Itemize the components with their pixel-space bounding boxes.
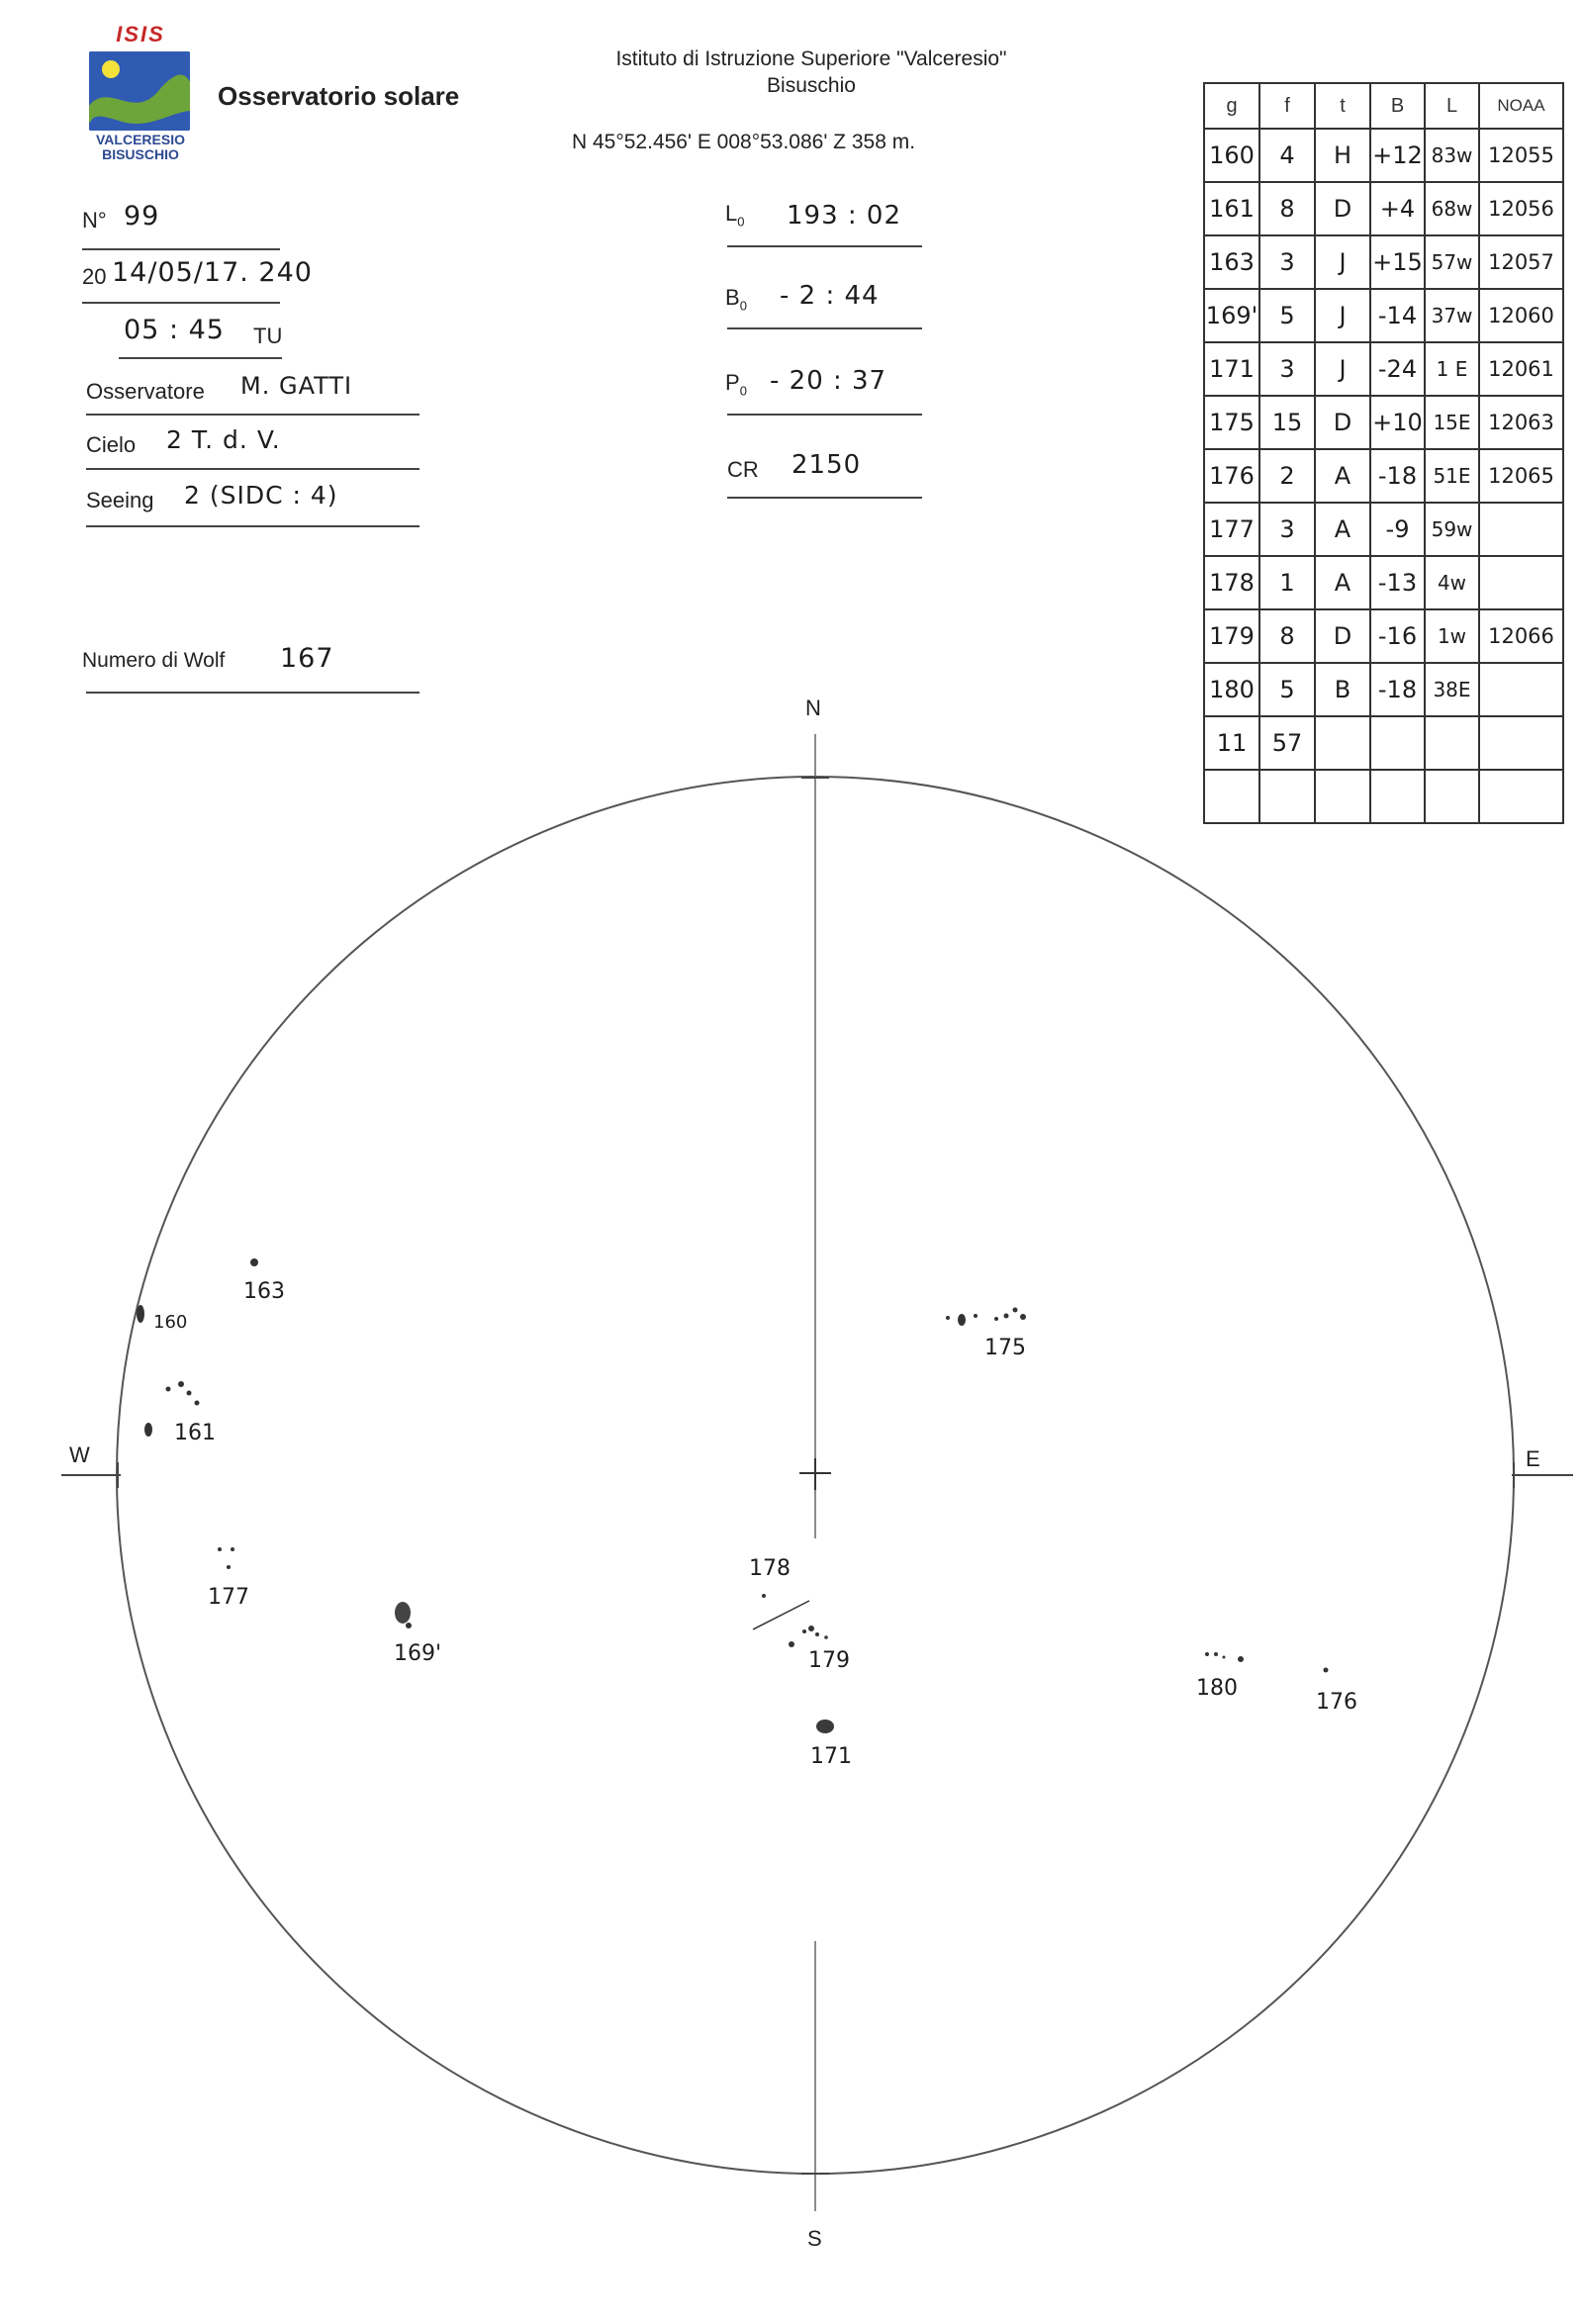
table-cell: 8 xyxy=(1259,182,1315,235)
sunspot xyxy=(231,1547,234,1551)
table-cell: 161 xyxy=(1204,182,1259,235)
l0-subscript: 0 xyxy=(737,214,745,230)
logo-subtitle: BISUSCHIO xyxy=(102,146,179,162)
table-cell: J xyxy=(1315,342,1370,396)
sunspots xyxy=(137,1258,1329,1733)
table-cell: 57w xyxy=(1425,235,1479,289)
sunspot xyxy=(808,1626,814,1631)
table-cell: 68w xyxy=(1425,182,1479,235)
group-label-180: 180 xyxy=(1196,1676,1238,1701)
group-label-175: 175 xyxy=(984,1336,1026,1360)
table-cell: D xyxy=(1315,609,1370,663)
sunspot xyxy=(178,1381,184,1387)
table-cell: 3 xyxy=(1259,503,1315,556)
table-cell: 171 xyxy=(1204,342,1259,396)
table-cell: 180 xyxy=(1204,663,1259,716)
table-header-cell: L xyxy=(1425,83,1479,129)
p0-letter: P xyxy=(725,370,740,395)
table-cell: 178 xyxy=(1204,556,1259,609)
time-value: 05 : 45 xyxy=(124,315,225,345)
group-label-169: 169' xyxy=(394,1641,442,1666)
group-label-171: 171 xyxy=(810,1744,852,1769)
table-cell: B xyxy=(1315,663,1370,716)
table-cell: 1w xyxy=(1425,609,1479,663)
institute-city: Bisuschio xyxy=(767,74,856,97)
table-cell: 12060 xyxy=(1479,289,1563,342)
table-cell: 11 xyxy=(1204,716,1259,770)
north-label: N xyxy=(805,696,821,720)
table-cell: 169' xyxy=(1204,289,1259,342)
table-cell: -16 xyxy=(1370,609,1425,663)
table-cell: 176 xyxy=(1204,449,1259,503)
sunspot xyxy=(824,1635,828,1639)
table-cell: D xyxy=(1315,182,1370,235)
table-cell: 57 xyxy=(1259,716,1315,770)
table-cell: 12063 xyxy=(1479,396,1563,449)
table-cell: +15 xyxy=(1370,235,1425,289)
table-cell: A xyxy=(1315,503,1370,556)
table-cell: -18 xyxy=(1370,663,1425,716)
l0-value: 193 : 02 xyxy=(787,201,901,231)
group-separator-stroke xyxy=(753,1601,809,1629)
sunspot xyxy=(187,1391,192,1396)
table-cell: 5 xyxy=(1259,663,1315,716)
b0-subscript: 0 xyxy=(739,298,747,314)
west-label: W xyxy=(69,1442,90,1467)
date-value: 14/05/17. 240 xyxy=(112,257,313,288)
table-header-cell: t xyxy=(1315,83,1370,129)
table-cell: -18 xyxy=(1370,449,1425,503)
table-cell: -24 xyxy=(1370,342,1425,396)
table-cell: 3 xyxy=(1259,342,1315,396)
wolf-value: 167 xyxy=(280,643,334,674)
sunspot xyxy=(802,1629,806,1633)
seeing-value: 2 (SIDC : 4) xyxy=(184,481,338,510)
group-label-163: 163 xyxy=(243,1279,285,1304)
table-cell: 2 xyxy=(1259,449,1315,503)
sunspot xyxy=(1223,1656,1226,1659)
b0-value: - 2 : 44 xyxy=(780,281,880,311)
site-coordinates: N 45°52.456' E 008°53.086' Z 358 m. xyxy=(572,131,916,153)
table-cell: 59w xyxy=(1425,503,1479,556)
b0-letter: B xyxy=(725,285,740,310)
number-label: N° xyxy=(82,208,107,232)
sunspot xyxy=(1205,1652,1209,1656)
table-cell: -13 xyxy=(1370,556,1425,609)
group-label-176: 176 xyxy=(1316,1690,1357,1715)
table-cell: 12056 xyxy=(1479,182,1563,235)
table-header-cell: f xyxy=(1259,83,1315,129)
table-cell: 12057 xyxy=(1479,235,1563,289)
sunspot xyxy=(195,1401,200,1406)
table-cell: -14 xyxy=(1370,289,1425,342)
sunspot xyxy=(958,1314,966,1326)
group-label-179: 179 xyxy=(808,1648,850,1673)
cr-label: CR xyxy=(727,457,759,482)
table-cell: 51E xyxy=(1425,449,1479,503)
table-cell: 4w xyxy=(1425,556,1479,609)
table-cell: J xyxy=(1315,235,1370,289)
table-cell: 15E xyxy=(1425,396,1479,449)
table-cell: A xyxy=(1315,449,1370,503)
institute-name: Istituto di Istruzione Superiore "Valceresio" xyxy=(615,47,1007,70)
sunspot xyxy=(815,1632,819,1636)
sunspot xyxy=(1238,1656,1244,1662)
table-cell: 179 xyxy=(1204,609,1259,663)
table-cell: 175 xyxy=(1204,396,1259,449)
sunspot xyxy=(395,1602,411,1624)
table-cell: +12 xyxy=(1370,129,1425,182)
table-cell: +10 xyxy=(1370,396,1425,449)
south-label: S xyxy=(807,2226,822,2251)
table-cell: 12061 xyxy=(1479,342,1563,396)
group-label-161: 161 xyxy=(174,1421,216,1445)
sunspot xyxy=(994,1317,998,1321)
table-cell: 1 E xyxy=(1425,342,1479,396)
number-value: 99 xyxy=(124,201,160,232)
sunspot xyxy=(1214,1652,1218,1656)
sunspot xyxy=(1020,1314,1026,1320)
p0-value: - 20 : 37 xyxy=(770,366,887,396)
wolf-label: Numero di Wolf xyxy=(82,649,226,672)
logo-wordmark: ISIS xyxy=(116,22,165,46)
table-cell: 15 xyxy=(1259,396,1315,449)
sunspot xyxy=(227,1565,231,1569)
sunspot xyxy=(166,1387,171,1392)
sunspot xyxy=(218,1547,222,1551)
sunspot xyxy=(762,1594,766,1598)
sunspot xyxy=(1004,1314,1009,1319)
table-cell: 160 xyxy=(1204,129,1259,182)
sunspot xyxy=(946,1316,950,1320)
table-cell: 12066 xyxy=(1479,609,1563,663)
sunspot xyxy=(137,1305,144,1323)
east-label: E xyxy=(1526,1446,1540,1471)
table-header-cell: B xyxy=(1370,83,1425,129)
table-cell: 177 xyxy=(1204,503,1259,556)
table-cell: H xyxy=(1315,129,1370,182)
cr-value: 2150 xyxy=(792,450,862,480)
date-prefix: 20 xyxy=(82,264,107,289)
table-header-cell: NOAA xyxy=(1479,83,1563,129)
table-cell: 38E xyxy=(1425,663,1479,716)
sunspot xyxy=(406,1623,412,1628)
table-cell: D xyxy=(1315,396,1370,449)
sunspot xyxy=(144,1423,152,1437)
sunspot xyxy=(1013,1308,1018,1313)
sky-value: 2 T. d. V. xyxy=(166,425,281,454)
observer-value: M. GATTI xyxy=(240,372,353,400)
table-cell: 12065 xyxy=(1479,449,1563,503)
sunspot xyxy=(974,1314,978,1318)
table-cell: +4 xyxy=(1370,182,1425,235)
seeing-label: Seeing xyxy=(86,488,154,512)
observer-label: Osservatore xyxy=(86,379,205,404)
sunspot xyxy=(816,1720,834,1733)
table-cell: A xyxy=(1315,556,1370,609)
p0-subscript: 0 xyxy=(739,383,747,399)
table-cell: 163 xyxy=(1204,235,1259,289)
table-header-cell: g xyxy=(1204,83,1259,129)
table-cell: 3 xyxy=(1259,235,1315,289)
table-cell: 83w xyxy=(1425,129,1479,182)
table-cell: 37w xyxy=(1425,289,1479,342)
group-label-178: 178 xyxy=(749,1556,791,1581)
table-cell: 1 xyxy=(1259,556,1315,609)
group-label-177: 177 xyxy=(208,1585,249,1610)
logo-subtitle: VALCERESIO xyxy=(96,132,185,147)
sunspot xyxy=(250,1258,258,1266)
group-label-160: 160 xyxy=(153,1312,188,1333)
table-cell: 8 xyxy=(1259,609,1315,663)
observatory-title: Osservatorio solare xyxy=(218,81,460,111)
sky-label: Cielo xyxy=(86,432,137,457)
table-cell: 12055 xyxy=(1479,129,1563,182)
sunspot xyxy=(789,1641,794,1647)
time-suffix: TU xyxy=(253,324,283,348)
table-cell: J xyxy=(1315,289,1370,342)
l0-letter: L xyxy=(725,201,738,226)
table-cell: 4 xyxy=(1259,129,1315,182)
table-cell: 5 xyxy=(1259,289,1315,342)
sunspot xyxy=(1324,1668,1329,1673)
table-cell: -9 xyxy=(1370,503,1425,556)
